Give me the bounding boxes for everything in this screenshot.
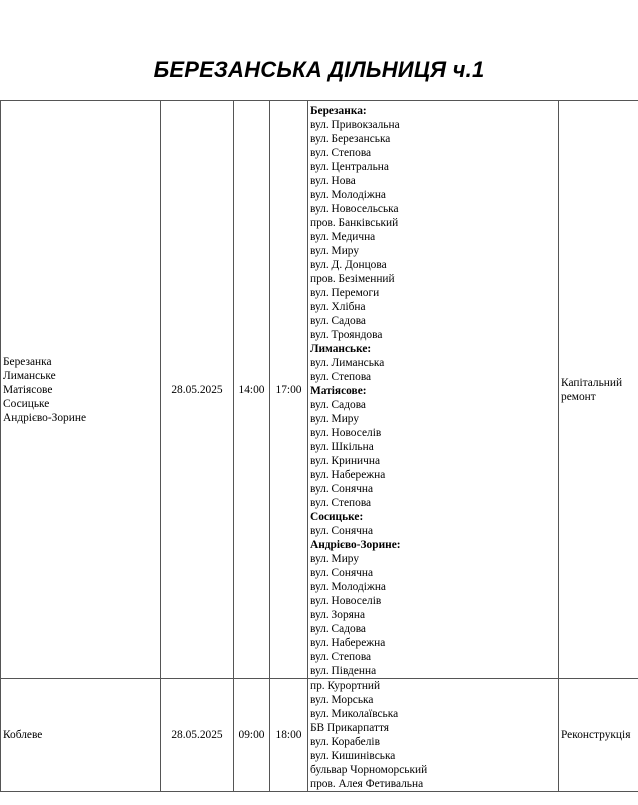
street-item: вул. Садова — [310, 315, 366, 327]
street-item: вул. Південна — [310, 665, 377, 677]
street-item: вул. Миколаївська — [310, 708, 399, 720]
street-item: вул. Медична — [310, 231, 376, 243]
street-item: вул. Перемоги — [310, 287, 380, 299]
street-item: пров. Безіменний — [310, 273, 395, 285]
streets-cell — [308, 679, 559, 792]
street-item: вул. Кринична — [310, 455, 381, 467]
settlements-cell — [1, 679, 161, 792]
street-item: вул. Сонячна — [310, 567, 374, 579]
start-time-cell: 14:00 — [234, 101, 270, 679]
street-item: вул. Молодіжна — [310, 189, 386, 201]
street-item: вул. Морська — [310, 694, 374, 706]
street-item: вул. Хлібна — [310, 301, 366, 313]
street-item: вул. Садова — [310, 399, 366, 411]
street-item: вул. Лиманська — [310, 357, 385, 369]
street-item: вул. Садова — [310, 623, 366, 635]
table-row — [1, 101, 638, 679]
street-item: вул. Набережна — [310, 637, 386, 649]
reason-cell: Реконструкція — [559, 679, 638, 792]
settlement-name: Березанка — [3, 355, 52, 368]
start-time-cell: 09:00 — [234, 679, 270, 792]
settlement-name: Андрієво-Зорине — [3, 411, 86, 424]
settlements-cell — [1, 101, 161, 679]
date-cell: 28.05.2025 — [161, 679, 234, 792]
settlement-group-heading: Андрієво-Зорине: — [310, 539, 401, 551]
street-item: вул. Шкільна — [310, 441, 374, 453]
street-item: вул. Миру — [310, 413, 360, 425]
table-row — [1, 679, 638, 792]
settlement-group-heading: Матіясове: — [310, 385, 367, 397]
reason-cell: Капітальний ремонт — [559, 101, 638, 679]
settlement-group-heading: Лиманське: — [310, 343, 372, 355]
street-item: вул. Степова — [310, 651, 372, 663]
street-item: вул. Кишинівська — [310, 750, 396, 762]
street-item: вул. Новоселів — [310, 595, 382, 607]
street-item: пров. Алея Фетивальна — [310, 778, 424, 790]
street-item: пров. Банківський — [310, 217, 399, 229]
street-item: вул. Сонячна — [310, 483, 374, 495]
settlement-name: Коблеве — [3, 729, 43, 741]
street-item: вул. Степова — [310, 371, 372, 383]
street-item: вул. Зоряна — [310, 609, 366, 621]
street-item: вул. Сонячна — [310, 525, 374, 537]
street-item: пр. Курортний — [310, 680, 381, 692]
outage-schedule-table — [0, 100, 638, 792]
street-item: вул. Нова — [310, 175, 356, 187]
street-item: вул. Миру — [310, 553, 360, 565]
streets-cell — [308, 101, 559, 679]
street-item: вул. Степова — [310, 147, 372, 159]
settlement-group-heading: Сосицьке: — [310, 511, 364, 523]
street-item: вул. Привокзальна — [310, 119, 400, 131]
street-item: вул. Березанська — [310, 133, 391, 145]
street-item: вул. Корабелів — [310, 736, 380, 748]
page-title: БЕРЕЗАНСЬКА ДІЛЬНИЦЯ ч.1 — [153, 57, 485, 82]
street-item: вул. Степова — [310, 497, 372, 509]
settlement-name: Лиманське — [3, 369, 56, 382]
street-item: бульвар Чорноморський — [310, 764, 428, 776]
end-time-cell: 17:00 — [270, 101, 308, 679]
street-item: вул. Трояндова — [310, 329, 383, 341]
date-cell: 28.05.2025 — [161, 101, 234, 679]
end-time-cell: 18:00 — [270, 679, 308, 792]
street-item: БВ Прикарпаття — [310, 722, 390, 734]
settlement-group-heading: Березанка: — [310, 105, 367, 117]
street-item: вул. Новосельська — [310, 203, 399, 215]
street-item: вул. Миру — [310, 245, 360, 257]
street-item: вул. Новоселів — [310, 427, 382, 439]
street-item: вул. Д. Донцова — [310, 259, 387, 271]
street-item: вул. Центральна — [310, 161, 389, 173]
settlement-name: Матіясове — [3, 383, 53, 396]
street-item: вул. Молодіжна — [310, 581, 386, 593]
street-item: вул. Набережна — [310, 469, 386, 481]
settlement-name: Сосицьке — [3, 397, 50, 410]
